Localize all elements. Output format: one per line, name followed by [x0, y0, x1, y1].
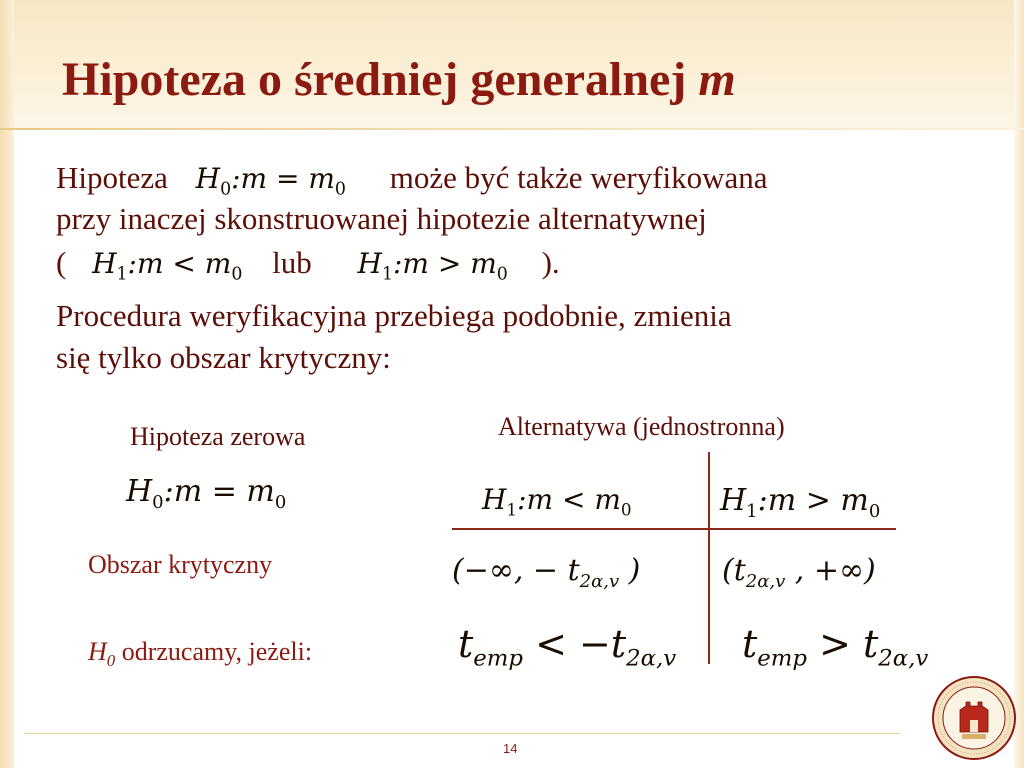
page-number: 14	[503, 741, 518, 756]
critical-region-right: ($t_{2\alpha,v}$ , +∞)	[722, 553, 876, 592]
paragraph1-line1: Hipoteza $H_0:m = m_0$ może być także weryfikowana	[56, 160, 768, 200]
school-seal-logo	[932, 676, 1016, 760]
table-horizontal-divider	[452, 528, 896, 530]
critical-region-left: (−∞, − $t_{2\alpha,v}$ )	[452, 553, 641, 592]
table-vertical-divider	[708, 452, 710, 664]
alt-hypothesis-less-inline: $H_1:m < m_0$	[92, 247, 243, 285]
alt-right-formula: $H_1:m > m_0$	[720, 483, 881, 522]
right-band	[1014, 0, 1024, 768]
paragraph2-line1: Procedura weryfikacyjna przebiega podobnie, zmienia	[56, 298, 732, 333]
left-band	[0, 0, 14, 768]
critical-region-label: Obszar krytyczny	[88, 550, 273, 579]
paragraph1-line2: przy inaczej skonstruowanej hipotezie alternatywnej	[56, 201, 707, 236]
paragraph1-line3: ( $H_1:m < m_0$ lub $H_1:m > m_0$ ).	[56, 245, 560, 285]
reject-condition-left: $t_{emp} < -t_{2\alpha,v}$	[458, 622, 677, 672]
null-hypothesis-formula: $H_0:m = m_0$	[126, 474, 287, 513]
page-title: Hipoteza o średniej generalnej m	[62, 53, 736, 106]
null-hypothesis-inline: $H_0:m = m_0$	[195, 162, 346, 200]
title-rule	[0, 128, 1024, 130]
alternative-header: Alternatywa (jednostronna)	[498, 412, 785, 441]
alt-left-formula: $H_1:m < m_0$	[482, 483, 632, 520]
footer-rule	[24, 733, 900, 734]
alt-hypothesis-greater-inline: $H_1:m > m_0$	[357, 247, 508, 285]
reject-condition-label: $H_0$ odrzucamy, jeżeli:	[88, 637, 313, 671]
reject-condition-right: $t_{emp} > t_{2\alpha,v}$	[742, 622, 929, 672]
null-hypothesis-header: Hipoteza zerowa	[130, 422, 306, 451]
paragraph2-line2: się tylko obszar krytyczny:	[56, 340, 391, 375]
